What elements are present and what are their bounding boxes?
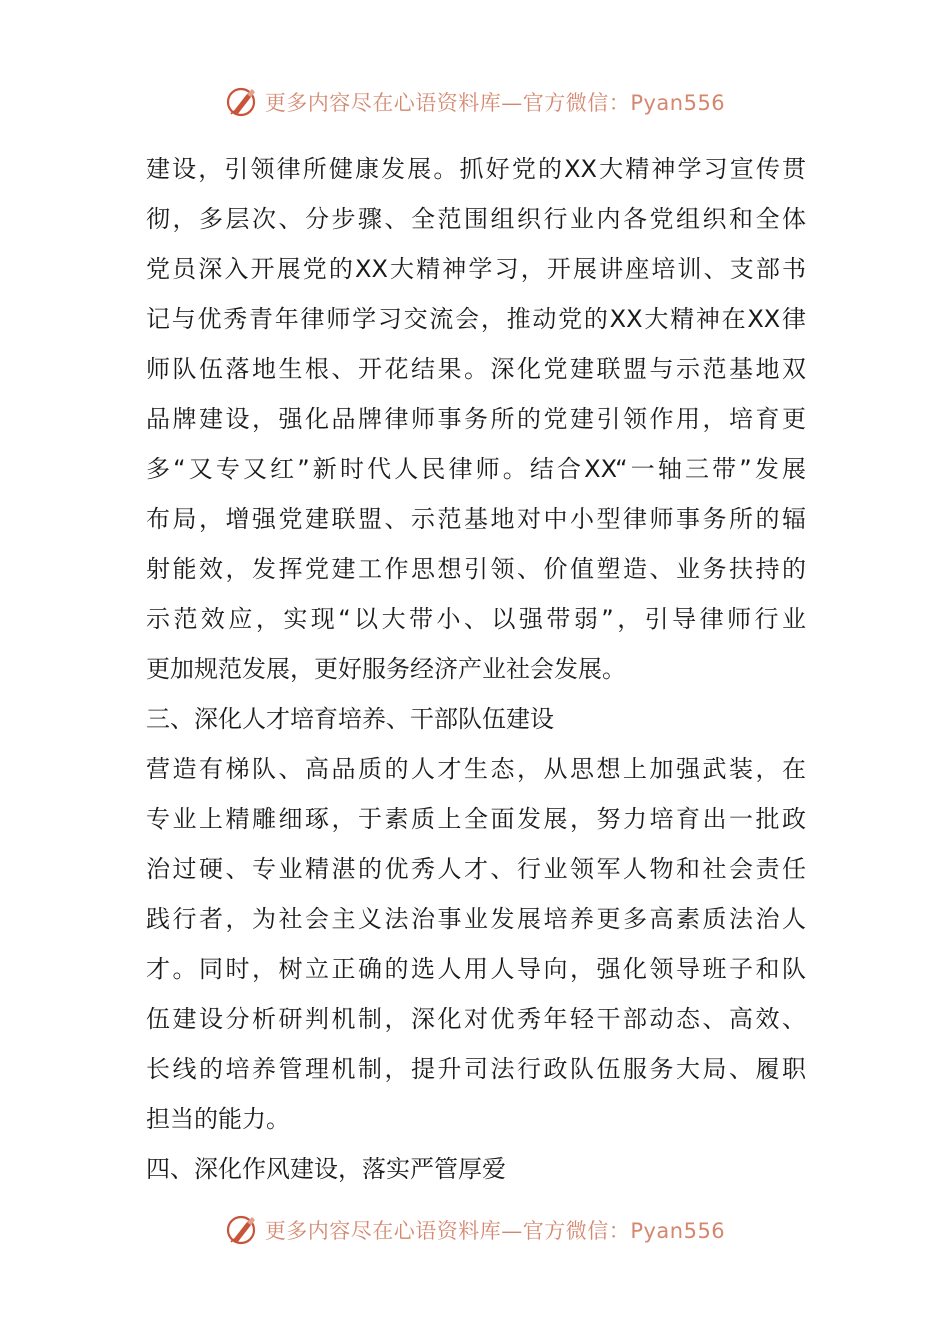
footer-watermark — [0, 1210, 950, 1250]
paragraph-line: 治过硬、专业精湛的优秀人才、行业领军人物和社会责任 — [146, 855, 806, 883]
header-watermark — [0, 82, 950, 122]
paragraph-line: 品牌建设，强化品牌律师事务所的党建引领作用，培育更 — [146, 405, 806, 433]
paragraph-line: 更加规范发展，更好服务经济产业社会发展。 — [146, 655, 626, 683]
paragraph-line: 营造有梯队、高品质的人才生态，从思想上加强武装，在 — [146, 755, 806, 783]
paragraph-line: 践行者，为社会主义法治事业发展培养更多高素质法治人 — [146, 905, 806, 933]
paragraph-line: 才。同时，树立正确的选人用人导向，强化领导班子和队 — [146, 955, 806, 983]
paragraph-line: 专业上精雕细琢，于素质上全面发展，努力培育出一批政 — [146, 805, 806, 833]
paragraph-line: 记与优秀青年律师学习交流会，推动党的XX大精神在XX律 — [146, 305, 806, 333]
document-body — [146, 144, 806, 1194]
section-heading: 四、深化作风建设，落实严管厚爱 — [146, 1155, 506, 1183]
paragraph-line: 党员深入开展党的XX大精神学习，开展讲座培训、支部书 — [146, 255, 806, 283]
paragraph-line: 建设，引领律所健康发展。抓好党的XX大精神学习宣传贯 — [146, 155, 806, 183]
paragraph-line: 彻，多层次、分步骤、全范围组织行业内各党组织和全体 — [146, 205, 806, 233]
paragraph-line: 担当的能力。 — [146, 1105, 290, 1133]
watermark-text: 更多内容尽在心语资料库—官方微信：Pyan556 — [264, 91, 726, 115]
section-heading: 三、深化人才培育培养、干部队伍建设 — [146, 705, 554, 733]
watermark-text: 更多内容尽在心语资料库—官方微信：Pyan556 — [264, 1219, 726, 1243]
pen-logo-icon — [225, 1213, 259, 1247]
paragraph-line: 示范效应，实现“以大带小、以强带弱”，引导律师行业 — [146, 605, 806, 633]
paragraph-line: 伍建设分析研判机制，深化对优秀年轻干部动态、高效、 — [146, 1005, 806, 1033]
paragraph-line: 师队伍落地生根、开花结果。深化党建联盟与示范基地双 — [146, 355, 806, 383]
paragraph-line: 多“又专又红”新时代人民律师。结合XX“一轴三带”发展 — [146, 455, 806, 483]
paragraph-line: 布局，增强党建联盟、示范基地对中小型律师事务所的辐 — [146, 505, 806, 533]
paragraph-line: 长线的培养管理机制，提升司法行政队伍服务大局、履职 — [146, 1055, 806, 1083]
paragraph-line: 射能效，发挥党建工作思想引领、价值塑造、业务扶持的 — [146, 555, 806, 583]
pen-logo-icon — [225, 85, 259, 119]
